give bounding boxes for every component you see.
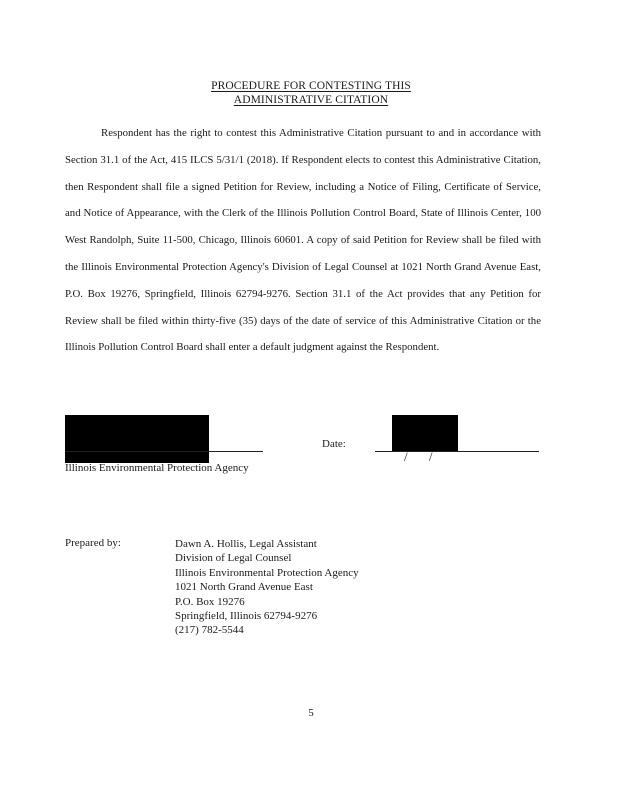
signature-line bbox=[65, 451, 263, 452]
prepared-by-division: Division of Legal Counsel bbox=[175, 552, 292, 565]
redacted-signature bbox=[65, 415, 209, 463]
document-title-line1: PROCEDURE FOR CONTESTING THIS bbox=[211, 80, 411, 92]
prepared-by-street: 1021 North Grand Avenue East bbox=[175, 581, 313, 594]
date-label: Date: bbox=[322, 438, 346, 450]
redacted-date bbox=[392, 415, 458, 452]
page-number: 5 bbox=[308, 707, 314, 719]
date-marks: / / bbox=[404, 449, 442, 464]
prepared-by-name: Dawn A. Hollis, Legal Assistant bbox=[175, 538, 317, 550]
prepared-by-agency: Illinois Environmental Protection Agency bbox=[175, 566, 359, 579]
prepared-by-block bbox=[175, 537, 359, 638]
prepared-by-label: Prepared by: bbox=[65, 537, 121, 549]
prepared-by-city: Springfield, Illinois 62794-9276 bbox=[175, 610, 318, 623]
document-title-line2: ADMINISTRATIVE CITATION bbox=[233, 94, 389, 106]
body-paragraph: Respondent has the right to contest this Administrative Citation pursuant to and in accordance with Section 31.1 of the Act, 415 ILCS 5/31/1 (2018). If Respondent elects to contest this Administrative Citation, then Respondent shall file a signed Petition for Review, including a Notice of Filing, Certificate of Service, and Notice of Appearance, with the Clerk of the Illinois Pollution Control Board, State of Illinois Center, 100 West Randolph, Suite 11-500, Chicago, Illinois 60601. A copy of said Petition for Review shall be filed with the Illinois Environmental Protection Agency's Division of Legal Counsel at 1021 North Grand Avenue East, P.O. Box 19276, Springfield, Illinois 62794-9276. Section 31.1 of the Act provides that any Petition for Review shall be filed within thirty-five (35) days of the date of service of this Administrative Citation or the Illinois Pollution Control Board shall enter a default judgment against the Respondent. bbox=[65, 127, 541, 354]
date-line bbox=[375, 451, 539, 452]
prepared-by-po-box: P.O. Box 19276 bbox=[175, 595, 245, 608]
prepared-by-phone: (217) 782-5544 bbox=[175, 624, 244, 637]
signature-label: Illinois Environmental Protection Agency bbox=[65, 462, 249, 474]
